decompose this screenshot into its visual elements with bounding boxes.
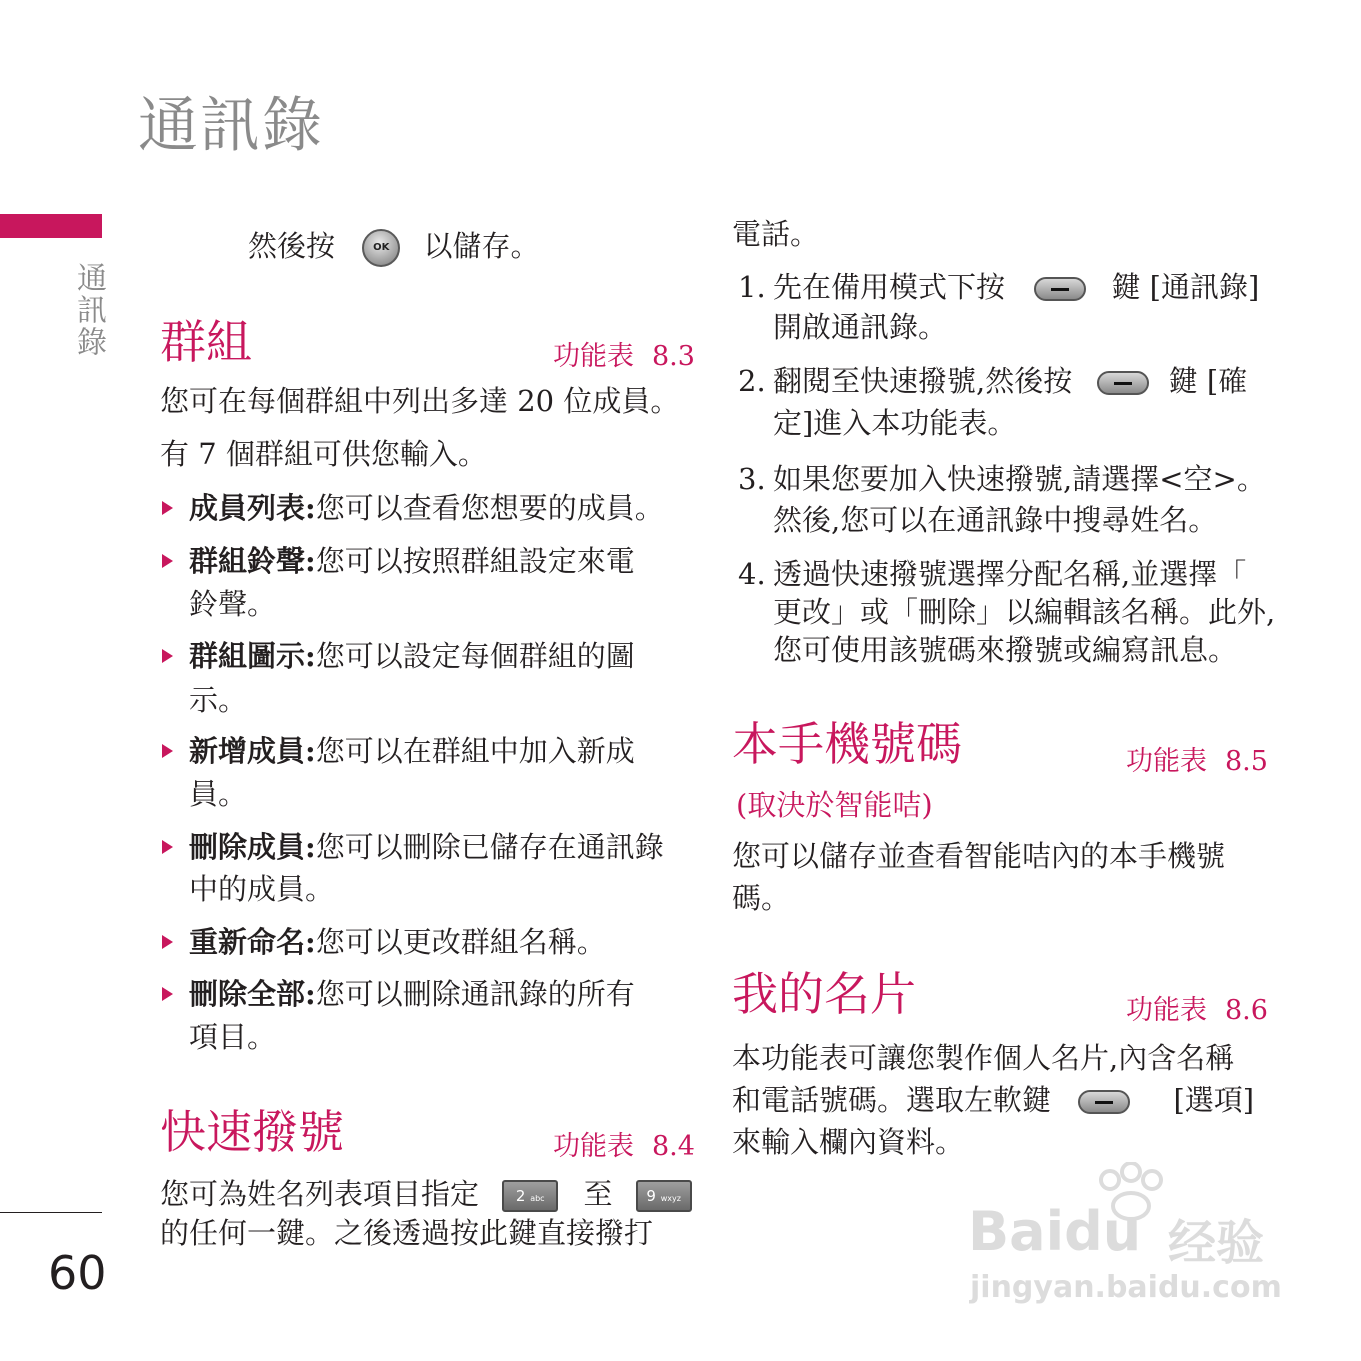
item-desc-cont: 項目。 bbox=[189, 1020, 277, 1054]
watermark-cn: 经验 bbox=[1168, 1215, 1265, 1271]
watermark-brand: Baidu bbox=[968, 1200, 1142, 1263]
group-paragraph-2: 有 7 個群組可供您輸入。 bbox=[160, 437, 487, 471]
step-number: 4. bbox=[738, 557, 766, 591]
bullet-arrow-icon bbox=[162, 987, 173, 1001]
list-item bbox=[189, 825, 664, 869]
intro-line bbox=[248, 224, 539, 268]
business-card-heading: 我的名片 bbox=[732, 967, 916, 1021]
own-number-subtitle: (取決於智能咭) bbox=[736, 788, 933, 822]
list-item bbox=[189, 539, 635, 583]
step-line bbox=[773, 359, 1247, 403]
continued-text: 電話。 bbox=[732, 217, 820, 251]
step-line bbox=[773, 265, 1259, 309]
key-digit: 2 bbox=[515, 1187, 526, 1205]
key-letters: abc bbox=[530, 1194, 545, 1203]
menu-number: 8.3 bbox=[652, 341, 695, 372]
side-tab-bar bbox=[0, 214, 102, 238]
item-term: 群組圖示: bbox=[189, 639, 316, 673]
step-line: 透過快速撥號選擇分配名稱,並選擇「 bbox=[773, 557, 1247, 591]
business-card-line-2 bbox=[732, 1078, 1254, 1122]
own-number-heading: 本手機號碼 bbox=[732, 717, 962, 771]
ok-key-icon: OK bbox=[362, 229, 400, 267]
step-line: 如果您要加入快速撥號,請選擇<空>。 bbox=[773, 462, 1266, 496]
step-number: 3. bbox=[738, 462, 766, 496]
step-text: 先在備用模式下按 bbox=[773, 270, 1006, 304]
side-section-label: 通訊錄 bbox=[71, 262, 106, 358]
item-term: 新增成員: bbox=[189, 734, 316, 768]
speed-dial-line-2: 的任何一鍵。之後透過按此鍵直接撥打 bbox=[160, 1216, 654, 1250]
group-paragraph-1: 您可在每個群組中列出多達 20 位成員。 bbox=[160, 384, 680, 418]
speed-text: 至 bbox=[583, 1177, 613, 1211]
list-item bbox=[189, 729, 635, 773]
item-desc-cont: 鈴聲。 bbox=[189, 587, 277, 621]
speed-dial-menu-ref bbox=[553, 1124, 695, 1163]
step-line-cont: 定]進入本功能表。 bbox=[773, 406, 1017, 440]
item-desc-cont: 員。 bbox=[189, 777, 248, 811]
step-text: 鍵 [通訊錄] bbox=[1111, 270, 1260, 304]
item-term: 重新命名: bbox=[189, 925, 316, 959]
item-desc-cont: 示。 bbox=[189, 683, 248, 717]
item-term: 刪除全部: bbox=[189, 977, 316, 1011]
item-desc: 您可以設定每個群組的圖 bbox=[315, 639, 635, 673]
item-desc: 您可以更改群組名稱。 bbox=[315, 925, 606, 959]
step-line-cont: 更改」或「刪除」以編輯該名稱。此外, bbox=[773, 595, 1276, 629]
business-card-menu-ref bbox=[1126, 988, 1268, 1027]
group-heading: 群組 bbox=[160, 315, 252, 369]
item-term: 刪除成員: bbox=[189, 830, 316, 864]
key-digit: 9 bbox=[646, 1187, 656, 1205]
bullet-arrow-icon bbox=[162, 744, 173, 758]
card-text: [選項] bbox=[1173, 1083, 1255, 1117]
bullet-arrow-icon bbox=[162, 501, 173, 515]
own-number-menu-ref bbox=[1126, 739, 1268, 778]
menu-number: 8.6 bbox=[1225, 995, 1268, 1026]
business-card-line-3: 來輸入欄內資料。 bbox=[732, 1125, 965, 1159]
item-term: 成員列表: bbox=[189, 491, 316, 525]
key-9-icon bbox=[636, 1180, 692, 1212]
step-text: 鍵 [確 bbox=[1168, 364, 1248, 398]
item-desc: 您可以查看您想要的成員。 bbox=[315, 491, 664, 525]
step-line-cont: 開啟通訊錄。 bbox=[773, 310, 948, 344]
item-desc-cont: 中的成員。 bbox=[189, 872, 335, 906]
baidu-watermark bbox=[968, 1170, 1288, 1310]
menu-label: 功能表 bbox=[553, 1131, 634, 1162]
menu-number: 8.5 bbox=[1225, 746, 1268, 777]
item-desc: 您可以在群組中加入新成 bbox=[315, 734, 635, 768]
bullet-arrow-icon bbox=[162, 935, 173, 949]
speed-dial-line-1 bbox=[160, 1172, 692, 1216]
business-card-line-1: 本功能表可讓您製作個人名片,內含名稱 bbox=[732, 1041, 1235, 1075]
group-menu-ref bbox=[553, 334, 695, 373]
menu-label: 功能表 bbox=[1126, 746, 1207, 777]
intro-after: 以儲存。 bbox=[423, 229, 540, 263]
own-number-line-2: 碼。 bbox=[732, 881, 791, 915]
intro-before: 然後按 bbox=[248, 229, 336, 263]
bullet-arrow-icon bbox=[162, 649, 173, 663]
footer-rule bbox=[0, 1212, 102, 1213]
item-desc: 您可以刪除已儲存在通訊錄 bbox=[315, 830, 664, 864]
watermark-url: jingyan.baidu.com bbox=[970, 1270, 1282, 1305]
left-soft-key-icon bbox=[1097, 371, 1149, 395]
list-item bbox=[189, 634, 635, 678]
page-number: 60 bbox=[48, 1246, 107, 1300]
left-soft-key-icon bbox=[1078, 1090, 1130, 1114]
bullet-arrow-icon bbox=[162, 840, 173, 854]
menu-label: 功能表 bbox=[1126, 995, 1207, 1026]
item-term: 群組鈴聲: bbox=[189, 544, 316, 578]
own-number-line-1: 您可以儲存並查看智能咭內的本手機號 bbox=[732, 839, 1226, 873]
step-text: 翻閱至快速撥號,然後按 bbox=[773, 364, 1073, 398]
step-number: 2. bbox=[738, 364, 766, 398]
bullet-arrow-icon bbox=[162, 554, 173, 568]
speed-text: 您可為姓名列表項目指定 bbox=[160, 1177, 480, 1211]
menu-label: 功能表 bbox=[553, 341, 634, 372]
card-text: 和電話號碼。選取左軟鍵 bbox=[732, 1083, 1052, 1117]
left-soft-key-icon bbox=[1034, 277, 1086, 301]
list-item bbox=[189, 920, 606, 964]
step-line-cont: 您可使用該號碼來撥號或編寫訊息。 bbox=[773, 633, 1238, 667]
item-desc: 您可以刪除通訊錄的所有 bbox=[315, 977, 635, 1011]
key-letters: wxyz bbox=[660, 1194, 681, 1203]
list-item bbox=[189, 486, 664, 530]
step-line-cont: 然後,您可以在通訊錄中搜尋姓名。 bbox=[773, 503, 1218, 537]
item-desc: 您可以按照群組設定來電 bbox=[315, 544, 635, 578]
list-item bbox=[189, 972, 635, 1016]
speed-dial-heading: 快速撥號 bbox=[160, 1105, 344, 1159]
menu-number: 8.4 bbox=[652, 1131, 695, 1162]
key-2-icon bbox=[502, 1180, 558, 1212]
page-title: 通訊錄 bbox=[138, 91, 324, 161]
step-number: 1. bbox=[738, 270, 766, 304]
